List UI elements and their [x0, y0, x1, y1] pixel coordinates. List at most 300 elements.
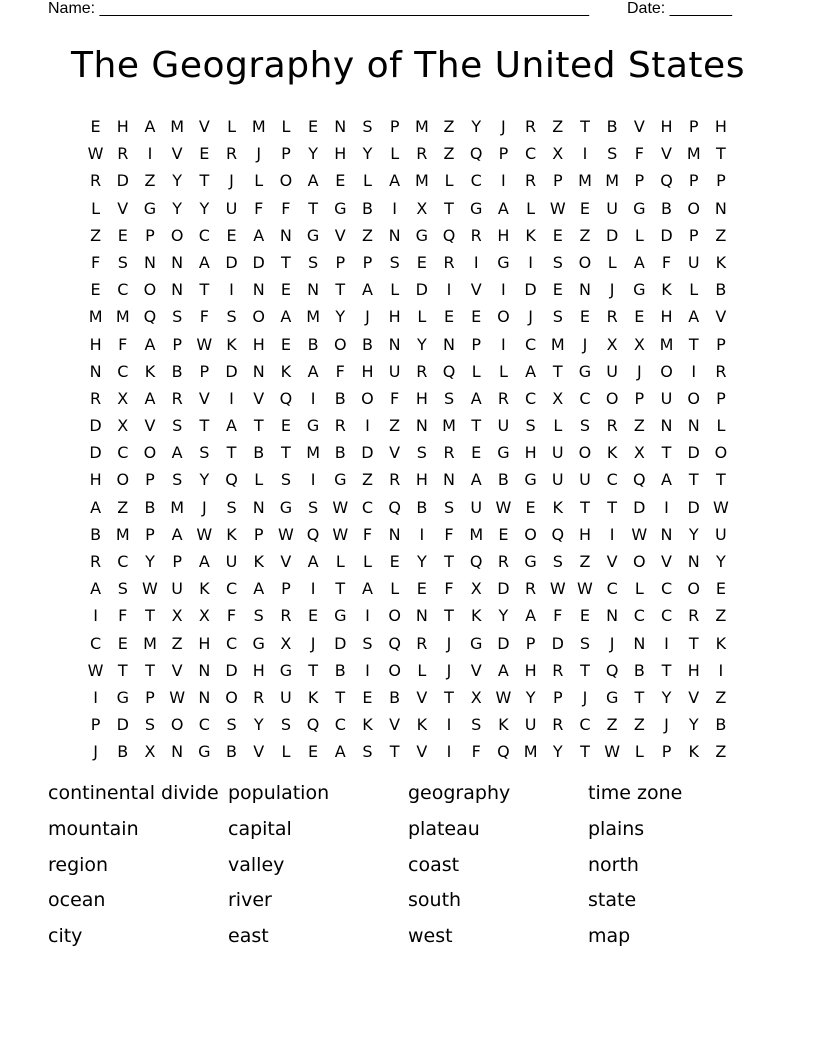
grid-letter: S — [117, 252, 128, 272]
grid-letter: V — [280, 552, 292, 571]
grid-letter: H — [687, 660, 700, 680]
grid-letter: T — [335, 280, 346, 300]
grid-letter: G — [470, 198, 483, 218]
grid-letter: I — [446, 742, 452, 762]
grid-letter: H — [89, 334, 102, 354]
word-list-item: time zone — [588, 782, 683, 804]
grid-letter: S — [172, 416, 183, 436]
grid-letter: W — [87, 144, 104, 164]
grid-letter: P — [471, 334, 482, 354]
grid-letter: P — [552, 687, 563, 707]
grid-letter: T — [661, 443, 672, 463]
grid-letter: C — [117, 552, 129, 571]
grid-letter: J — [365, 307, 370, 327]
grid-letter: M — [251, 117, 266, 136]
grid-letter: J — [664, 715, 669, 735]
grid-letter: I — [501, 280, 506, 300]
grid-letter: I — [664, 497, 669, 517]
grid-letter: P — [172, 552, 182, 571]
grid-letter: P — [552, 171, 563, 191]
grid-letter: O — [524, 524, 537, 544]
grid-letter: U — [606, 361, 619, 381]
grid-letter: X — [416, 198, 428, 218]
grid-letter: Q — [279, 388, 293, 408]
grid-letter: K — [226, 334, 237, 354]
grid-letter: H — [660, 307, 673, 327]
grid-letter: D — [89, 443, 102, 463]
grid-letter: E — [471, 443, 482, 463]
grid-letter: B — [334, 660, 346, 680]
grid-letter: R — [525, 117, 537, 136]
grid-letter: T — [444, 198, 454, 218]
grid-letter: A — [307, 361, 319, 381]
grid-letter: A — [198, 552, 210, 571]
grid-letter: P — [335, 252, 346, 272]
grid-letter: B — [90, 524, 102, 544]
grid-letter: E — [389, 552, 400, 571]
grid-letter: I — [147, 144, 153, 164]
grid-letter: M — [578, 171, 592, 191]
grid-letter: A — [497, 660, 509, 680]
grid-letter: N — [687, 552, 700, 571]
grid-letter: G — [470, 633, 483, 653]
grid-letter: T — [145, 606, 155, 626]
grid-letter: V — [389, 715, 401, 735]
grid-letter: R — [416, 144, 428, 164]
grid-letter: P — [90, 715, 101, 735]
grid-letter: P — [145, 225, 155, 245]
grid-letter: L — [281, 742, 291, 762]
grid-letter: O — [279, 171, 293, 191]
grid-letter: A — [633, 252, 645, 272]
grid-letter: E — [579, 606, 591, 626]
grid-letter: Z — [552, 117, 564, 136]
grid-letter: R — [334, 416, 346, 436]
grid-letter: A — [226, 416, 237, 436]
word-list-item: ocean — [48, 889, 106, 912]
name-field[interactable]: Name: _______________________________________________________ — [48, 0, 589, 17]
grid-letter: A — [171, 443, 183, 463]
grid-letter: G — [279, 497, 293, 517]
grid-letter: Y — [552, 742, 563, 762]
grid-letter: M — [605, 171, 620, 191]
grid-letter: O — [143, 443, 157, 463]
grid-letter: B — [171, 361, 183, 381]
grid-letter: G — [143, 198, 157, 218]
grid-letter: T — [661, 660, 672, 680]
grid-row — [82, 521, 742, 548]
grid-letter: Y — [416, 334, 427, 354]
grid-letter: Y — [661, 687, 672, 707]
grid-letter: R — [497, 552, 509, 571]
grid-letter: X — [117, 416, 129, 436]
grid-letter: V — [661, 144, 672, 164]
grid-letter: S — [144, 715, 156, 735]
grid-letter: J — [229, 171, 234, 191]
grid-letter: S — [172, 307, 183, 327]
grid-letter: N — [388, 225, 401, 245]
grid-letter: J — [446, 660, 452, 680]
grid-letter: R — [280, 606, 292, 626]
grid-letter: C — [198, 715, 210, 735]
grid-letter: S — [579, 633, 591, 653]
grid-letter: R — [606, 307, 618, 327]
grid-letter: D — [687, 443, 700, 463]
grid-letter: I — [446, 715, 452, 735]
grid-letter: O — [143, 280, 157, 300]
grid-letter: U — [606, 198, 619, 218]
grid-letter: Z — [633, 416, 645, 436]
grid-letter: I — [609, 524, 615, 544]
grid-letter: N — [279, 225, 292, 245]
grid-letter: W — [196, 334, 213, 354]
grid-letter: R — [90, 552, 102, 571]
grid-letter: O — [170, 715, 184, 735]
grid-letter: Q — [633, 470, 646, 490]
grid-letter: H — [714, 117, 727, 136]
grid-row — [82, 331, 742, 358]
grid-letter: W — [495, 497, 512, 517]
grid-letter: X — [117, 388, 129, 408]
grid-letter: Q — [388, 497, 401, 517]
grid-letter: D — [687, 497, 700, 517]
grid-letter: R — [389, 470, 401, 490]
grid-letter: B — [144, 497, 156, 517]
grid-letter: E — [416, 579, 427, 599]
grid-letter: V — [633, 117, 645, 136]
grid-letter: V — [144, 416, 156, 436]
grid-letter: V — [715, 307, 727, 327]
grid-letter: T — [580, 497, 590, 517]
grid-letter: P — [688, 225, 699, 245]
word-list-item: region — [48, 853, 109, 876]
grid-letter: M — [659, 334, 674, 354]
grid-letter: M — [115, 307, 130, 327]
grid-letter: I — [365, 606, 370, 626]
grid-letter: B — [497, 470, 509, 490]
grid-letter: Z — [144, 171, 156, 191]
grid-letter: S — [552, 307, 563, 327]
grid-letter: Z — [389, 416, 401, 436]
grid-letter: V — [253, 388, 265, 408]
grid-letter: N — [443, 470, 456, 490]
grid-letter: E — [226, 225, 237, 245]
grid-letter: G — [198, 742, 211, 762]
grid-letter: Z — [579, 552, 591, 571]
grid-letter: L — [417, 660, 427, 680]
grid-letter: I — [310, 470, 316, 490]
grid-letter: U — [225, 552, 238, 571]
grid-letter: J — [528, 307, 533, 327]
grid-row — [82, 494, 742, 521]
grid-letter: V — [334, 225, 346, 245]
grid-letter: V — [253, 742, 265, 762]
grid-letter: K — [199, 579, 210, 599]
grid-letter: D — [497, 579, 510, 599]
grid-letter: P — [362, 252, 373, 272]
grid-letter: Y — [525, 687, 536, 707]
grid-letter: T — [688, 470, 699, 490]
grid-letter: T — [117, 660, 128, 680]
grid-letter: L — [471, 361, 481, 381]
grid-letter: Z — [606, 715, 618, 735]
grid-letter: C — [361, 497, 374, 517]
grid-letter: U — [470, 497, 483, 517]
grid-letter: X — [606, 334, 618, 354]
grid-letter: E — [308, 742, 319, 762]
grid-letter: E — [498, 524, 509, 544]
grid-letter: C — [334, 715, 346, 735]
grid-letter: F — [634, 144, 644, 164]
grid-letter: L — [498, 361, 508, 381]
grid-letter: L — [363, 171, 372, 191]
grid-letter: W — [631, 524, 648, 544]
grid-letter: M — [170, 497, 185, 517]
grid-letter: I — [473, 252, 479, 272]
word-list-item: capital — [228, 817, 292, 840]
grid-letter: L — [444, 171, 454, 191]
grid-row — [82, 276, 742, 303]
grid-letter: R — [525, 579, 537, 599]
grid-letter: S — [362, 742, 373, 762]
grid-letter: N — [171, 742, 184, 762]
grid-letter: R — [552, 715, 564, 735]
grid-letter: T — [444, 687, 454, 707]
grid-letter: G — [415, 225, 429, 245]
grid-letter: T — [471, 416, 482, 436]
grid-row — [82, 657, 742, 684]
grid-letter: Z — [715, 225, 727, 245]
grid-row — [82, 575, 742, 602]
grid-letter: G — [524, 470, 537, 490]
grid-letter: R — [552, 660, 564, 680]
grid-letter: S — [579, 416, 591, 436]
grid-letter: G — [497, 252, 510, 272]
grid-letter: F — [90, 252, 101, 272]
grid-letter: L — [390, 579, 400, 599]
grid-letter: D — [334, 633, 347, 653]
grid-letter: I — [501, 334, 506, 354]
grid-letter: M — [414, 171, 429, 191]
grid-letter: H — [388, 307, 401, 327]
grid-letter: C — [117, 361, 129, 381]
grid-letter: S — [416, 443, 427, 463]
grid-letter: U — [579, 470, 591, 490]
grid-letter: C — [633, 606, 645, 626]
grid-letter: D — [225, 660, 238, 680]
header — [48, 0, 816, 20]
grid-letter: S — [552, 252, 563, 272]
grid-letter: D — [551, 633, 564, 653]
grid-letter: P — [634, 171, 645, 191]
grid-letter: F — [254, 198, 264, 218]
grid-letter: Z — [361, 225, 373, 245]
grid-letter: U — [225, 198, 238, 218]
grid-letter: N — [443, 334, 456, 354]
grid-row — [82, 385, 742, 412]
grid-letter: E — [117, 225, 128, 245]
grid-letter: I — [310, 388, 316, 408]
grid-letter: S — [362, 117, 373, 136]
grid-letter: R — [525, 171, 537, 191]
grid-letter: O — [687, 388, 701, 408]
grid-letter: Y — [172, 198, 183, 218]
grid-letter: V — [198, 388, 210, 408]
grid-letter: P — [281, 579, 291, 599]
grid-letter: H — [116, 117, 129, 136]
grid-letter: Y — [172, 171, 183, 191]
grid-letter: T — [716, 144, 726, 164]
grid-letter: S — [226, 497, 237, 517]
grid-letter: W — [577, 579, 593, 599]
word-list-item: state — [588, 889, 637, 912]
grid-letter: C — [606, 470, 618, 490]
grid-letter: N — [606, 606, 619, 626]
grid-letter: P — [145, 470, 155, 490]
grid-letter: U — [280, 687, 292, 707]
grid-letter: H — [415, 388, 428, 408]
word-list-item: valley — [228, 853, 285, 876]
grid-letter: G — [524, 552, 537, 571]
grid-letter: K — [688, 742, 699, 762]
grid-letter: O — [605, 388, 619, 408]
grid-letter: G — [334, 198, 347, 218]
grid-letter: O — [225, 687, 238, 707]
grid-letter: V — [661, 552, 672, 571]
grid-letter: I — [93, 606, 98, 626]
grid-letter: O — [660, 361, 673, 381]
grid-letter: E — [471, 307, 482, 327]
grid-letter: P — [145, 524, 155, 544]
grid-letter: T — [253, 416, 264, 436]
grid-letter: R — [715, 361, 727, 381]
grid-letter: N — [307, 280, 320, 300]
grid-letter: P — [688, 171, 699, 191]
grid-letter: E — [552, 225, 563, 245]
date-field[interactable]: Date: _______ — [627, 0, 732, 17]
grid-letter: Q — [605, 660, 619, 680]
grid-letter: J — [310, 633, 316, 653]
grid-letter: I — [718, 660, 724, 680]
grid-letter: S — [308, 497, 319, 517]
grid-letter: J — [256, 144, 262, 164]
grid-letter: W — [277, 524, 294, 544]
grid-letter: C — [90, 633, 102, 653]
grid-letter: L — [553, 416, 563, 436]
grid-letter: B — [416, 497, 428, 517]
grid-letter: Y — [416, 552, 427, 571]
grid-row — [82, 222, 742, 249]
grid-letter: T — [335, 579, 346, 599]
grid-row — [82, 466, 742, 493]
grid-row — [82, 195, 742, 222]
grid-letter: O — [687, 579, 701, 599]
grid-letter: P — [389, 117, 400, 136]
grid-letter: Q — [497, 742, 510, 762]
grid-row — [82, 548, 742, 575]
grid-letter: T — [580, 742, 590, 762]
grid-row — [82, 303, 742, 330]
grid-letter: T — [199, 416, 210, 436]
grid-letter: S — [280, 715, 291, 735]
grid-letter: O — [361, 388, 374, 408]
grid-letter: K — [280, 361, 292, 381]
grid-letter: J — [609, 633, 615, 653]
grid-letter: V — [117, 198, 129, 218]
grid-letter: F — [118, 334, 128, 354]
grid-letter: L — [227, 117, 236, 136]
grid-letter: Y — [199, 470, 210, 490]
grid-letter: Z — [579, 225, 591, 245]
grid-letter: K — [226, 524, 237, 544]
grid-letter: B — [715, 715, 727, 735]
word-list-item: south — [408, 889, 462, 912]
grid-letter: C — [660, 606, 673, 626]
grid-letter: C — [525, 388, 537, 408]
grid-letter: X — [552, 144, 564, 164]
word-list-item: west — [408, 925, 453, 948]
grid-letter: S — [471, 715, 482, 735]
grid-letter: K — [525, 225, 536, 245]
grid-letter: C — [660, 579, 673, 599]
word-list-item: population — [228, 782, 330, 804]
grid-letter: F — [661, 252, 672, 272]
grid-letter: I — [93, 687, 98, 707]
grid-letter: B — [334, 443, 346, 463]
grid-letter: Y — [335, 307, 346, 327]
grid-letter: T — [688, 633, 699, 653]
grid-letter: F — [444, 579, 454, 599]
grid-letter: Q — [306, 715, 320, 735]
grid-letter: A — [144, 388, 156, 408]
grid-letter: A — [198, 252, 210, 272]
grid-letter: W — [332, 524, 349, 544]
grid-letter: C — [225, 579, 238, 599]
grid-letter: L — [363, 552, 372, 571]
grid-letter: P — [634, 388, 645, 408]
grid-letter: R — [688, 606, 700, 626]
grid-letter: V — [416, 742, 428, 762]
grid-letter: K — [253, 552, 264, 571]
grid-letter: C — [117, 280, 129, 300]
grid-row — [82, 602, 742, 629]
grid-letter: E — [579, 307, 591, 327]
grid-letter: W — [549, 579, 566, 599]
grid-letter: H — [334, 144, 347, 164]
grid-letter: H — [524, 660, 537, 680]
word-list-item: plains — [588, 817, 645, 840]
grid-letter: N — [198, 687, 211, 707]
grid-letter: R — [253, 687, 265, 707]
grid-letter: I — [582, 144, 588, 164]
grid-letter: G — [633, 198, 646, 218]
grid-letter: X — [144, 742, 156, 762]
grid-letter: C — [579, 715, 591, 735]
grid-row — [82, 439, 742, 466]
grid-letter: B — [361, 334, 373, 354]
grid-letter: P — [199, 361, 210, 381]
grid-letter: B — [361, 198, 373, 218]
grid-letter: L — [417, 307, 427, 327]
grid-letter: E — [280, 334, 291, 354]
grid-letter: I — [691, 361, 697, 381]
grid-letter: M — [442, 416, 456, 436]
grid-letter: M — [115, 524, 130, 544]
grid-letter: B — [334, 388, 346, 408]
grid-letter: A — [144, 334, 156, 354]
grid-letter: N — [633, 633, 646, 653]
grid-letter: Q — [469, 144, 483, 164]
